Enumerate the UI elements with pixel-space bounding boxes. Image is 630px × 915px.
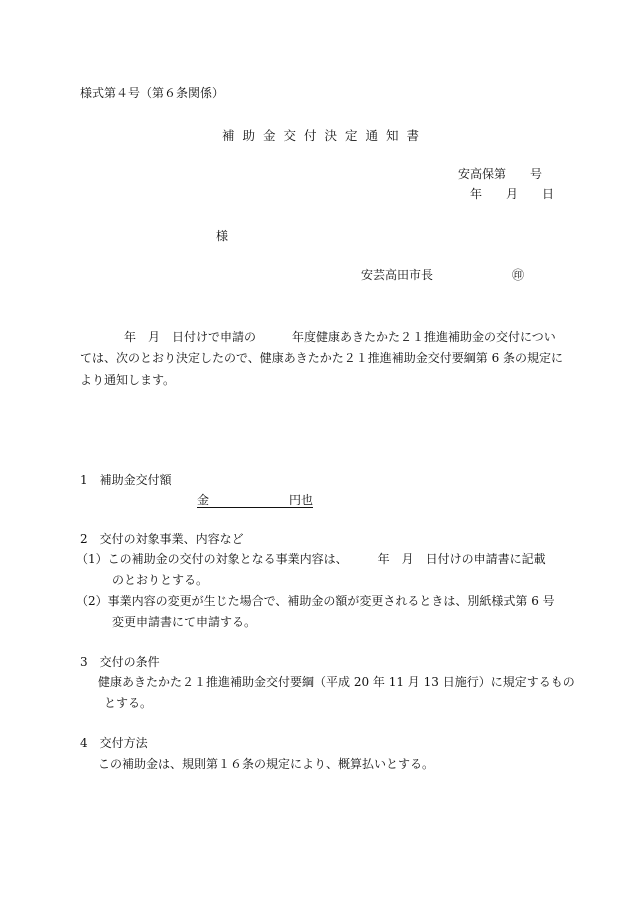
addressee-suffix: 様 xyxy=(216,229,229,243)
section-1-heading: 1 補助金交付額 xyxy=(80,473,172,487)
section-3-line-2: とする。 xyxy=(104,696,153,710)
intro-line-1: 年 月 日付けで申請の 年度健康あきたかた２１推進補助金の交付につい xyxy=(124,330,556,344)
reference-date: 年 月 日 xyxy=(470,187,555,201)
section-2-item-1-line-2: のとおりとする。 xyxy=(112,573,209,587)
section-3-line-1: 健康あきたかた２１推進補助金交付要綱（平成 20 年 11 月 13 日施行）に規定するもの xyxy=(98,675,575,689)
seal-mark: ㊞ xyxy=(512,268,525,282)
section-4-line-1: この補助金は、規則第１６条の規定により、概算払いとする。 xyxy=(98,757,435,771)
section-3-heading: 3 交付の条件 xyxy=(80,655,160,669)
intro-line-3: より通知します。 xyxy=(80,373,176,387)
amount-field xyxy=(197,493,313,508)
section-2-item-2-line-2: 変更申請書にて申請する。 xyxy=(112,615,257,629)
intro-line-2: ては、次のとおり決定したので、健康あきたかた２１推進補助金交付要綱第 6 条の規定に xyxy=(80,351,564,365)
section-2-heading: 2 交付の対象事業、内容など xyxy=(80,532,244,546)
section-2-item-2-line-1: （2）事業内容の変更が生じた場合で、補助金の額が変更されるときは、別紙様式第 6 号 xyxy=(76,594,555,608)
amount-line xyxy=(197,493,313,508)
form-number: 様式第４号（第６条関係） xyxy=(80,86,225,100)
reference-number: 安高保第 号 xyxy=(458,167,543,181)
document-title: 補助金交付決定通知書 xyxy=(222,128,428,143)
issuer-name: 安芸高田市長 xyxy=(361,268,434,282)
section-2-item-1-line-1: （1）この補助金の交付の対象となる事業内容は、 年 月 日付けの申請書に記載 xyxy=(76,552,546,566)
section-4-heading: 4 交付方法 xyxy=(80,736,148,750)
amount-suffix: 円也 xyxy=(289,493,314,507)
amount-prefix: 金 xyxy=(197,493,210,507)
